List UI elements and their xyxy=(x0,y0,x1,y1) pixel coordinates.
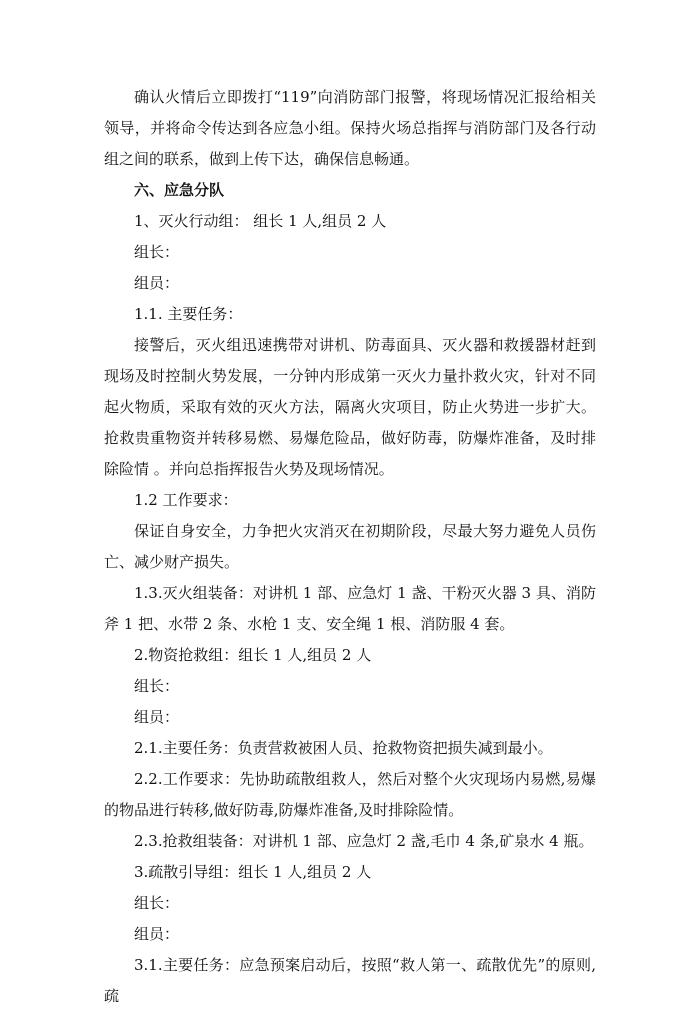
paragraph-equipment: 2.3.抢救组装备：对讲机 1 部、应急灯 2 盏,毛巾 4 条,矿泉水 4 瓶。 xyxy=(134,832,594,850)
member-line: 组员： xyxy=(134,274,180,292)
paragraph-task: 3.1.主要任务：应急预案启动后，按照“救人第一、疏散优先”的原则,疏 xyxy=(104,956,596,1005)
group-title: 2.物资抢救组：组长 1 人,组员 2 人 xyxy=(134,646,372,664)
subsection-title: 1.2 工作要求： xyxy=(134,491,238,509)
group-title: 1、灭火行动组： 组长 1 人,组员 2 人 xyxy=(134,212,387,230)
group-title: 3.疏散引导组：组长 1 人,组员 2 人 xyxy=(134,863,372,881)
member-line: 组员： xyxy=(134,708,180,726)
paragraph-requirement: 保证自身安全，力争把火灾消灭在初期阶段，尽最大努力避免人员伤亡、减少财产损失。 xyxy=(104,522,596,571)
paragraph-task: 2.1.主要任务：负责营救被困人员、抢救物资把损失减到最小。 xyxy=(134,739,553,757)
subsection-title: 1.1. 主要任务： xyxy=(134,305,243,323)
paragraph-requirement: 2.2.工作要求：先协助疏散组救人，然后对整个火灾现场内易燃,易爆的物品进行转移,做好防毒,防爆炸准备,及时排除险情。 xyxy=(104,770,596,819)
leader-line: 组长： xyxy=(134,243,180,261)
paragraph-equipment: 1.3.灭火组装备：对讲机 1 部、应急灯 1 盏、干粉灭火器 3 具、消防斧 1 把、水带 2 条、水枪 1 支、安全绳 1 根、消防服 4 套。 xyxy=(104,584,596,633)
leader-line: 组长： xyxy=(134,894,180,912)
paragraph-alarm: 确认火情后立即拨打“119”向消防部门报警，将现场情况汇报给相关领导，并将命令传达到各应急小组。保持火场总指挥与消防部门及各行动组之间的联系，做到上传下达，确保信息畅通。 xyxy=(104,88,596,168)
member-line: 组员： xyxy=(134,925,180,943)
leader-line: 组长： xyxy=(134,677,180,695)
section-heading: 六、应急分队 xyxy=(134,181,225,199)
paragraph-task: 接警后，灭火组迅速携带对讲机、防毒面具、灭火器和救援器材赶到现场及时控制火势发展，一分钟内形成第一灭火力量扑救火灾，针对不同起火物质，采取有效的灭火方法，隔离火灾项目，防止火势进一步扩大。抢救贵重物资并转移易燃、易爆危险品，做好防毒，防爆炸准备，及时排除险情 。并向总指挥报告火势及现场情况。 xyxy=(104,336,596,478)
